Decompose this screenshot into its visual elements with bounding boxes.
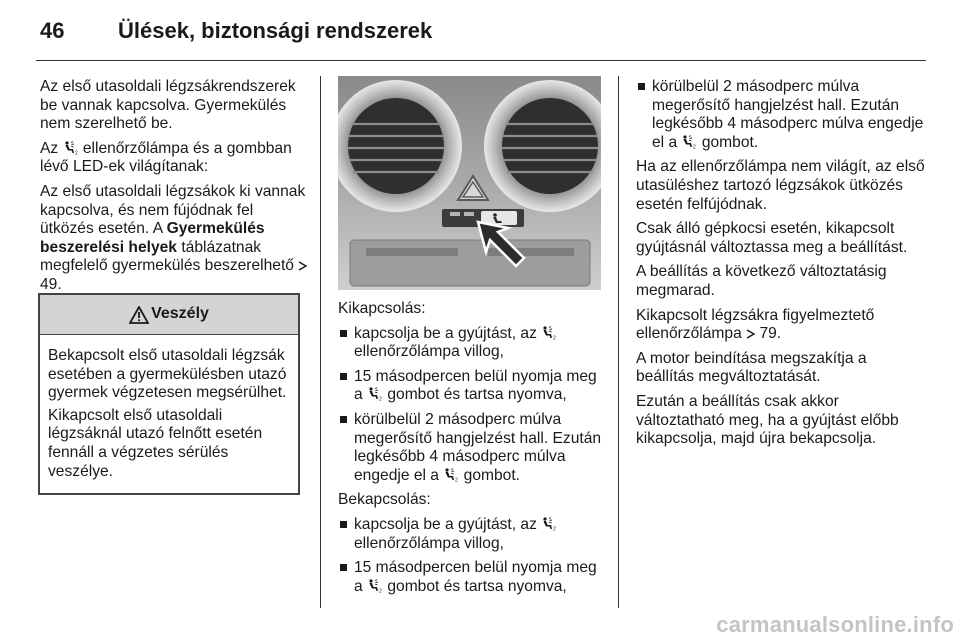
danger-title: Veszély [151, 305, 209, 323]
airbag-off-icon [443, 468, 459, 482]
warning-triangle-icon [129, 306, 149, 324]
paragraph-lamp-led: Az ellenőrzőlámpa és a gombban lévő LED-ek világítanak: [40, 139, 292, 176]
paragraph-reset-ignition: Ezután a beállítás csak akkor változtatható meg, ha a gyújtást előbb kikapcsolja, majd újra bekapcsolja. [636, 392, 899, 448]
page-number: 46 [40, 18, 65, 43]
activation-steps [338, 516, 608, 596]
paragraph-engine-start: A motor beindítása megszakítja a beállítás megváltoztatását. [636, 349, 867, 386]
list-item: kapcsolja be a gyújtást, az ellenőrzőlámpa villog, [338, 516, 608, 553]
airbag-off-icon [541, 517, 557, 531]
paragraph-lamp-not-lit: Ha az ellenőrzőlámpa nem világít, az első utasüléshez tartozó légzsákok ütközés esetén felfújódnak. [636, 158, 925, 213]
list-item: kapcsolja be a gyújtást, az ellenőrzőlámpa villog, [338, 325, 608, 362]
paragraph-airbags-on: Az első utasoldali légzsákrendszerek be vannak kapcsolva. Gyermekülés nem szerelhető be. [40, 78, 296, 133]
activation-label: Bekapcsolás: [338, 491, 431, 509]
watermark: carmanualsonline.info [716, 612, 954, 637]
airbag-off-icon [541, 326, 557, 340]
airbag-off-icon [367, 579, 383, 593]
list-item: körülbelül 2 másodperc múlva megerősítő hangjelzést hall. Ezután legkésőbb 4 másodperc múlva engedje el a gombot. [338, 411, 608, 485]
list-item: körülbelül 2 másodperc múlva megerősítő hangjelzést hall. Ezután legkésőbb 4 másodperc múlva engedje el a gombot. [636, 78, 926, 152]
danger-header [40, 295, 298, 335]
paragraph-airbags-off: Az első utasoldali légzsákok ki vannak kapcsolva, és nem fújódnak fel ütközés esetén. A Gyermekülés beszerelési helyek táblázatnak megfelelő gyermekülés beszerelhető 49. [40, 183, 308, 295]
activation-steps-continued [636, 78, 926, 152]
airbag-switch-photo [338, 76, 601, 290]
page-reference: 49. [40, 275, 62, 293]
paragraph-setting-persists: A beállítás a következő változtatásig megmarad. [636, 263, 887, 299]
deactivation-steps [338, 325, 608, 486]
column-1 [40, 78, 308, 301]
page-reference-arrow-icon [746, 329, 755, 339]
child-seat-table-link: Gyermekülés beszerelési helyek [40, 220, 265, 256]
paragraph-warning-lamp-ref: Kikapcsolt légzsákra figyelmeztető ellenőrzőlámpa 79. [636, 306, 875, 343]
list-item: 15 másodpercen belül nyomja meg a gombot és tartsa nyomva, [338, 559, 608, 596]
airbag-off-icon [681, 135, 697, 149]
paragraph-change-conditions: Csak álló gépkocsi esetén, kikapcsolt gyújtásnál változtassa meg a beállítást. [636, 220, 908, 256]
page-reference: 79. [759, 325, 782, 343]
header-rule [36, 60, 926, 61]
deactivation-label: Kikapcsolás: [338, 300, 426, 317]
list-item: 15 másodpercen belül nyomja meg a gombot és tartsa nyomva, [338, 368, 608, 405]
danger-text-2: Kikapcsolt első utasoldali légzsáknál utazó felnőtt esetén fennáll a végzetes sérülés veszélye. [48, 406, 263, 480]
column-divider-right [618, 76, 619, 608]
column-divider-left [320, 76, 321, 608]
column-2 [338, 300, 608, 602]
airbag-off-icon [63, 141, 79, 155]
column-3 [636, 78, 926, 455]
page-title: Ülések, biztonsági rendszerek [118, 18, 433, 43]
page-reference-arrow-icon [298, 261, 307, 271]
page-header [0, 0, 960, 62]
airbag-off-icon [367, 387, 383, 401]
danger-body [40, 335, 298, 481]
danger-text-1: Bekapcsolt első utasoldali légzsák esetében a gyermekülésben utazó gyermek végzetesen megsérülhet. [48, 347, 287, 402]
danger-warning-box [38, 293, 300, 495]
